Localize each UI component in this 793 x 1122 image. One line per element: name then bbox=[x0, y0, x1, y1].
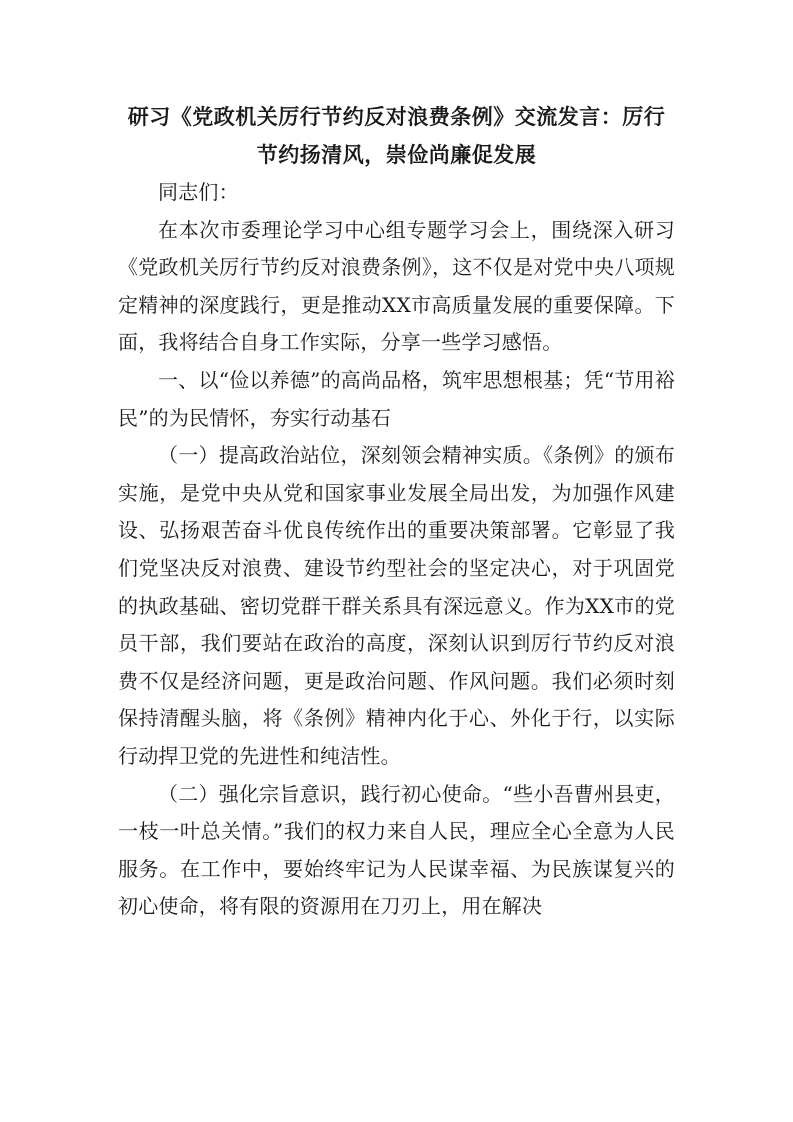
subsection-paragraph-1: （一）提高政治站位，深刻领会精神实质。《条例》的颁布实施，是党中央从党和国家事业发展全局出发，为加强作风建设、弘扬艰苦奋斗优良传统作出的重要决策部署。它彰显了我们党坚决反对浪费、建设节约型社会的坚定决心，对于巩固党的执政基础、密切党群干群关系具有深远意义。作为XX市的党员干部，我们要站在政治的高度，深刻认识到厉行节约反对浪费不仅是经济问题，更是政治问题、作风问题。我们必须时刻保持清醒头脑，将《条例》精神内化于心、外化于行，以实际行动捍卫党的先进性和纯洁性。 bbox=[118, 443, 675, 768]
document-body bbox=[118, 98, 675, 926]
section-heading-1: 一、以“俭以养德”的高尚品格，筑牢思想根基；凭“节用裕民”的为民情怀，夯实行动基石 bbox=[118, 367, 675, 430]
intro-paragraph: 在本次市委理论学习中心组专题学习会上，围绕深入研习《党政机关厉行节约反对浪费条例》，这不仅是对党中央八项规定精神的深度践行，更是推动XX市高质量发展的重要保障。下面，我将结合自身工作实际，分享一些学习感悟。 bbox=[118, 217, 675, 355]
salutation: 同志们： bbox=[158, 180, 239, 204]
document-title: 研习《党政机关厉行节约反对浪费条例》交流发言：厉行节约扬清风，崇俭尚廉促发展 bbox=[127, 104, 666, 167]
subsection-paragraph-2: （二）强化宗旨意识，践行初心使命。“些小吾曹州县吏，一枝一叶总关情。”我们的权力来自人民，理应全心全意为人民服务。在工作中，要始终牢记为人民谋幸福、为民族谋复兴的初心使命，将有限的资源用在刀刃上，用在解决 bbox=[118, 781, 675, 919]
